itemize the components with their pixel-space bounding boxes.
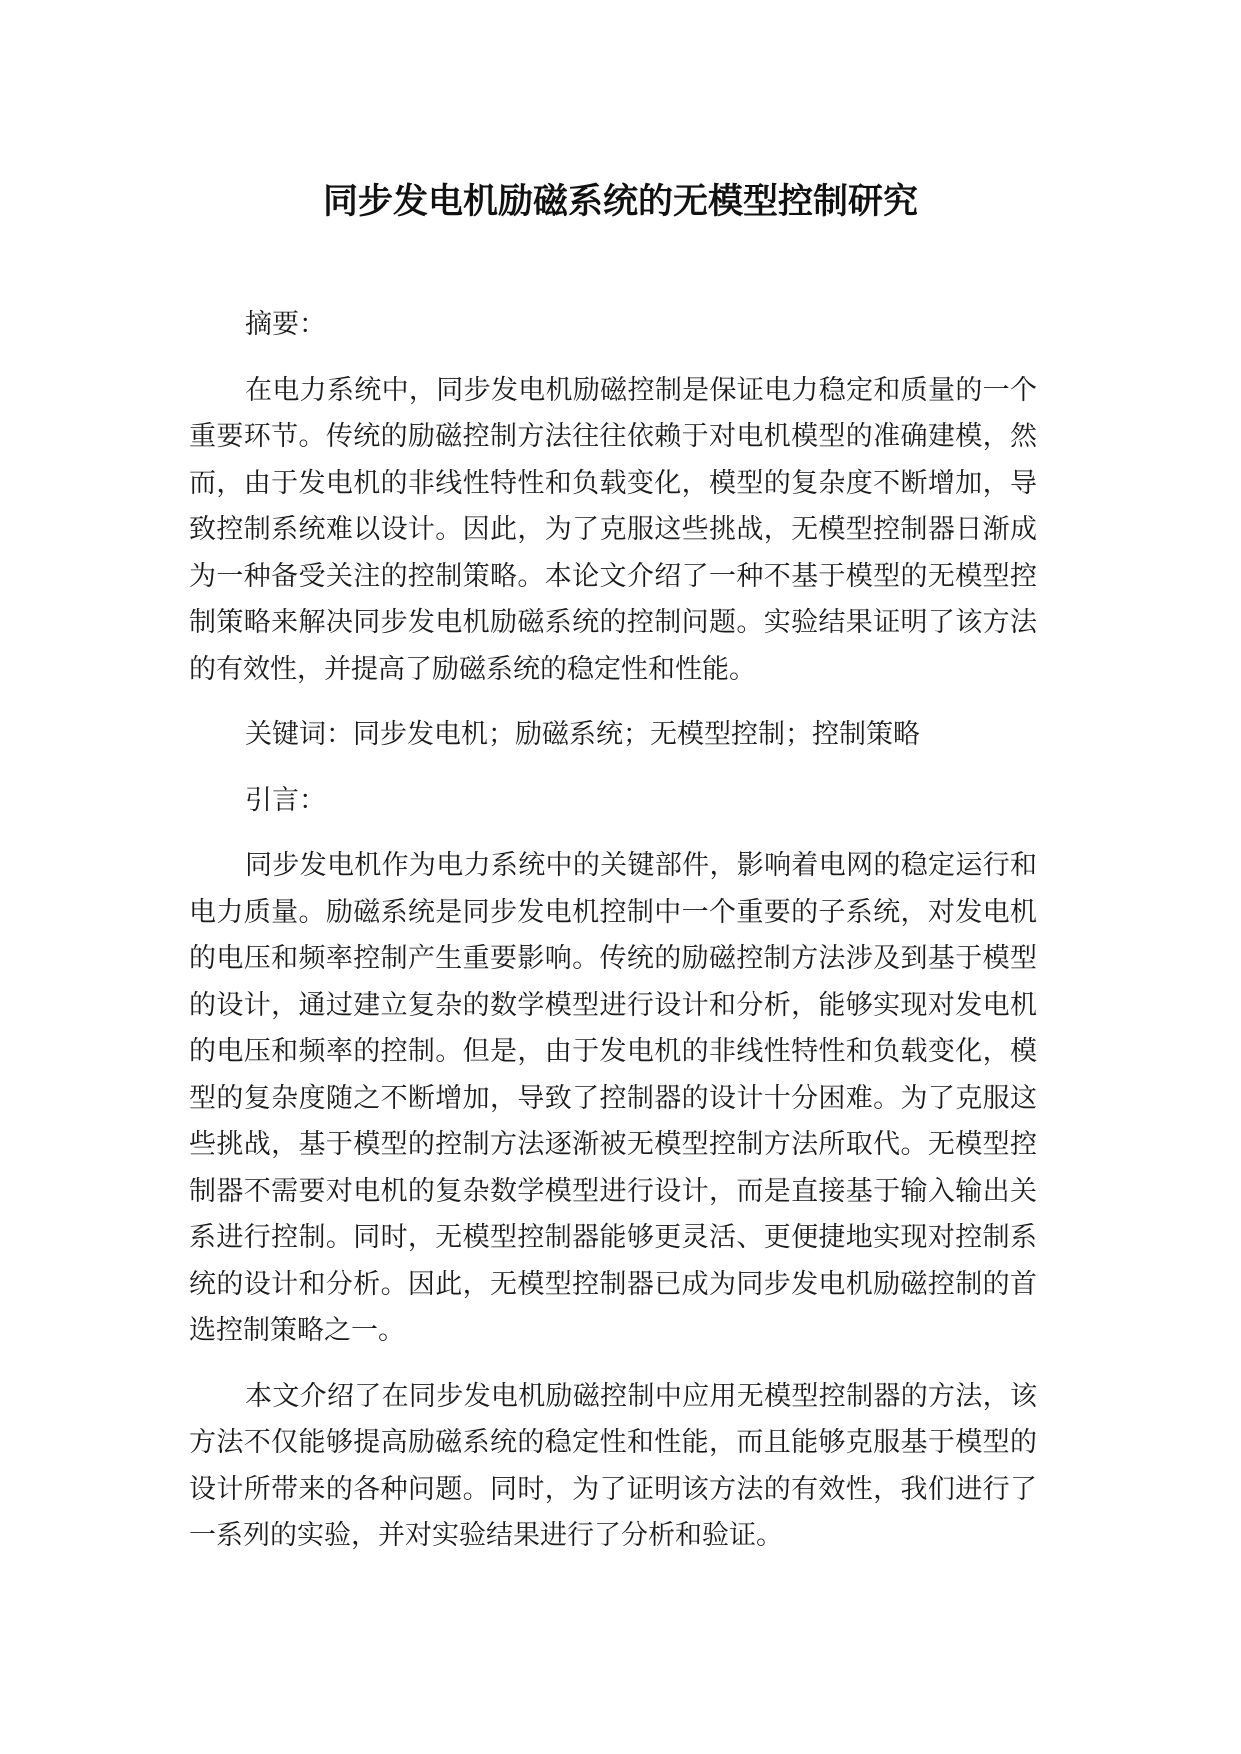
- intro-paragraph-1: 同步发电机作为电力系统中的关键部件，影响着电网的稳定运行和电力质量。励磁系统是同步发电机控制中一个重要的子系统，对发电机的电压和频率控制产生重要影响。传统的励磁控制方法涉及到基于模型的设计，通过建立复杂的数学模型进行设计和分析，能够实现对发电机的电压和频率的控制。但是，由于发电机的非线性特性和负载变化，模型的复杂度随之不断增加，导致了控制器的设计十分困难。为了克服这些挑战，基于模型的控制方法逐渐被无模型控制方法所取代。无模型控制器不需要对电机的复杂数学模型进行设计，而是直接基于输入输出关系进行控制。同时，无模型控制器能够更灵活、更便捷地实现对控制系统的设计和分析。因此，无模型控制器已成为同步发电机励磁控制的首选控制策略之一。: [189, 850, 1037, 1346]
- document-title: 同步发电机励磁系统的无模型控制研究: [322, 182, 918, 222]
- abstract-label: 摘要：: [245, 309, 326, 340]
- document-body: [189, 302, 1037, 1560]
- intro-label: 引言：: [245, 784, 326, 816]
- intro-paragraph-2: 本文介绍了在同步发电机励磁控制中应用无模型控制器的方法，该方法不仅能够提高励磁系统的稳定性和性能，而且能够克服基于模型的设计所带来的各种问题。同时，为了证明该方法的有效性，我们进行了一系列的实验，并对实验结果进行了分析和验证。: [189, 1380, 1037, 1551]
- abstract-paragraph: 在电力系统中，同步发电机励磁控制是保证电力稳定和质量的一个重要环节。传统的励磁控制方法往往依赖于对电机模型的准确建模，然而，由于发电机的非线性特性和负载变化，模型的复杂度不断增加，导致控制系统难以设计。因此，为了克服这些挑战，无模型控制器日渐成为一种备受关注的控制策略。本论文介绍了一种不基于模型的无模型控制策略来解决同步发电机励磁系统的控制问题。实验结果证明了该方法的有效性，并提高了励磁系统的稳定性和性能。: [189, 374, 1037, 685]
- keywords-line: 关键词：同步发电机；励磁系统；无模型控制；控制策略: [245, 719, 920, 750]
